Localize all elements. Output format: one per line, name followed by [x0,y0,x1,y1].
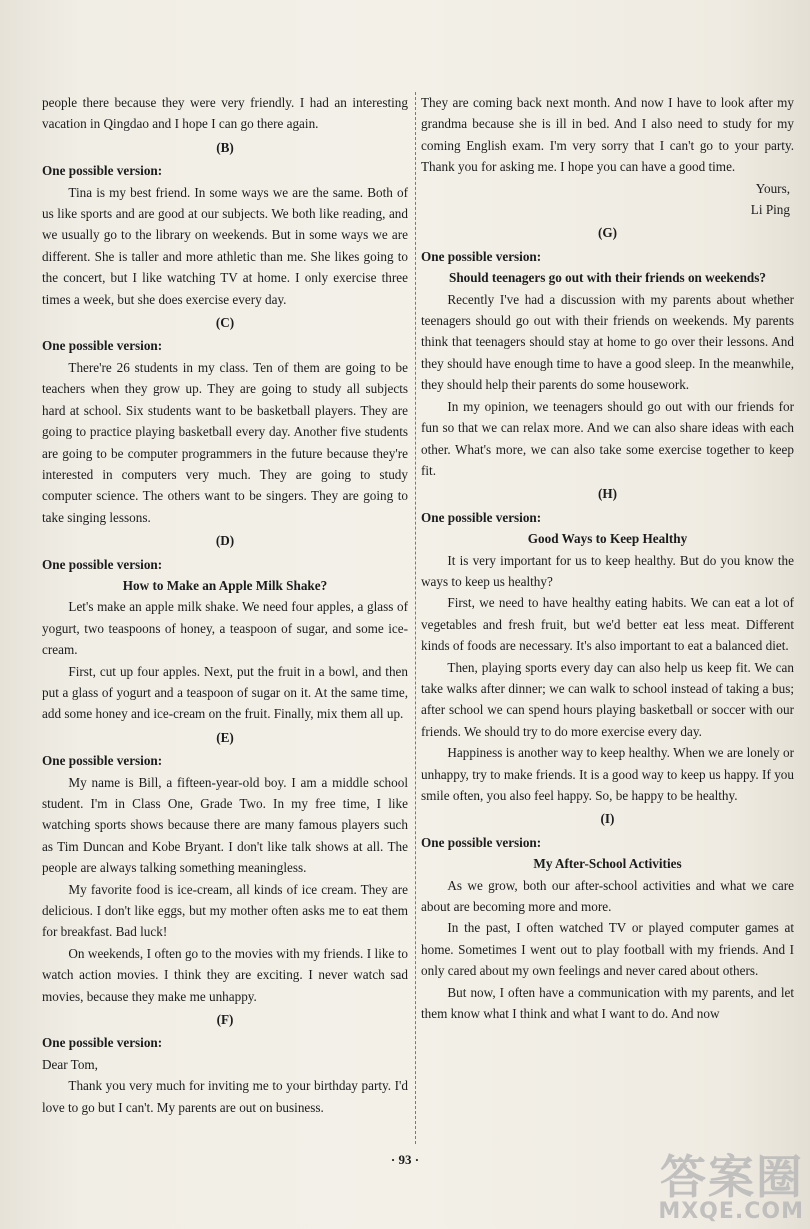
version-label: One possible version: [421,509,542,525]
version-label: One possible version: [421,834,542,850]
paragraph: But now, I often have a communication with my parents, and let them know what I think and what I want to do. And now [421,984,794,1022]
section-heading-b: (B) [216,139,234,155]
version-label: One possible version: [42,1035,163,1051]
paragraph: First, cut up four apples. Next, put the fruit in a bowl, and then put a glass of yogurt and a teaspoon of sugar on it. At the same time, add some honey and ice-cream on the fruit. Finally, mix them all up. [42,663,408,722]
essay-title: How to Make an Apple Milk Shake? [122,577,328,593]
section-heading-g: (G) [597,225,618,241]
letter-salutation: Dear Tom, [42,1056,98,1072]
version-label: One possible version: [421,248,542,264]
paragraph: First, we need to have healthy eating habits. We can eat a lot of vegetables and fresh fruit, but we'd better eat less meat. Different kinds of foods are necessary. It's also important to eat a balanced diet. [421,595,794,654]
paragraph: My name is Bill, a fifteen-year-old boy. I am a middle school student. I'm in Class One, Grade Two. In my free time, I like watching sports shows because there are many famous players such as Tim Duncan and Kobe Bryant. I don't like talk shows at all. The people are always talking something meaningless. [42,774,408,876]
paragraph: In the past, I often watched TV or played computer games at home. Sometimes I went out to play football with my friends. And I only cared about my own feelings and never cared about others. [421,920,794,979]
paragraph: They are coming back next month. And now I have to look after my grandma because she is ill in bed. And I also need to study for my coming English exam. I'm very sorry that I can't go to your party. Thank you for asking me. I hope you can have a good time. [421,95,794,175]
left-column [42,92,408,1118]
version-label: One possible version: [42,338,163,354]
essay-title: Good Ways to Keep Healthy [527,531,688,547]
paragraph: Happiness is another way to keep healthy. When we are lonely or unhappy, try to make friends. It is a good way to keep us happy. If you smile often, you also feel happy. So, be happy to be healthy. [421,745,794,803]
letter-signature: Li Ping [750,202,790,218]
essay-title: Should teenagers go out with their friends on weekends? [448,270,766,286]
paragraph: Thank you very much for inviting me to your birthday party. I'd love to go but I can't. My parents are out on business. [42,1078,408,1115]
paragraph: Then, playing sports every day can also help us keep fit. We can take walks after dinner; we can walk to school instead of taking a bus; after school we can spend hours playing basketball or soccer with our friends. We should try to do more exercise every day. [421,659,794,739]
paragraph: As we grow, both our after-school activities and what we care about are becoming more and more. [421,877,794,915]
paragraph: On weekends, I often go to the movies with my friends. I like to watch action movies. I think they are exciting. I never watch sad movies, because they make me unhappy. [42,945,408,1004]
version-label: One possible version: [42,753,163,769]
section-heading-i: (I) [600,811,615,827]
right-column [421,92,794,1024]
version-label: One possible version: [42,556,163,572]
paragraph: It is very important for us to keep healthy. But do you know the ways to keep us healthy? [421,552,794,589]
page-number: · 93 · [390,1152,420,1167]
paragraph: There're 26 students in my class. Ten of them are going to be teachers when they grow up. They are going to study all subjects hard at school. Six students want to be basketball players. They are going to practice playing basketball every day. Another five students are going to be computer programmers in the future because they're interested in computers very much. They are going to study computer science. The others want to be singers. They are going to take singing lessons. [42,359,408,525]
version-label: One possible version: [42,163,163,179]
section-heading-d: (D) [215,533,235,549]
letter-closing: Yours, [755,180,790,196]
watermark-logo-text: 答案圈 [660,1150,804,1204]
essay-title: My After-School Activities [533,856,682,872]
section-heading-c: (C) [215,315,235,331]
paragraph: In my opinion, we teenagers should go out with our friends for fun so that we can relax more. And we can also share ideas with each other. What's more, we can also take some exercise together to keep fit. [421,398,794,478]
paragraph: Let's make an apple milk shake. We need four apples, a glass of yogurt, two teaspoons of honey, a teaspoon of sugar, and some ice-cream. [42,599,408,658]
paragraph: My favorite food is ice-cream, all kinds of ice cream. They are delicious. I don't like eggs, but my mother often asks me to eat them for breakfast. Bad luck! [42,881,408,940]
section-heading-h: (H) [597,486,618,502]
paragraph: Recently I've had a discussion with my parents about whether teenagers should go out with their friends on weekends. My parents think that teenagers should stay at home to go over their lessons. And they should have enough time to have a good sleep. In the meanwhile, they should help their parents do some housework. [421,291,794,393]
paragraph: people there because they were very friendly. I had an interesting vacation in Qingdao and I hope I can go there again. [42,95,408,132]
column-divider [415,92,416,1144]
site-watermark [658,1150,804,1224]
paragraph: Tina is my best friend. In some ways we are the same. Both of us like sports and are good at our subjects. We both like reading, and we usually go to the library on weekends. But in some ways we are different. She is taller and more athletic than me. She likes going to the concert, but I like watching TV at home. I only exercise three times a week, but she does exercise every day. [42,184,408,307]
section-heading-e: (E) [216,729,234,745]
section-heading-f: (F) [216,1012,234,1028]
watermark-url: MXQE.COM [658,1199,804,1224]
